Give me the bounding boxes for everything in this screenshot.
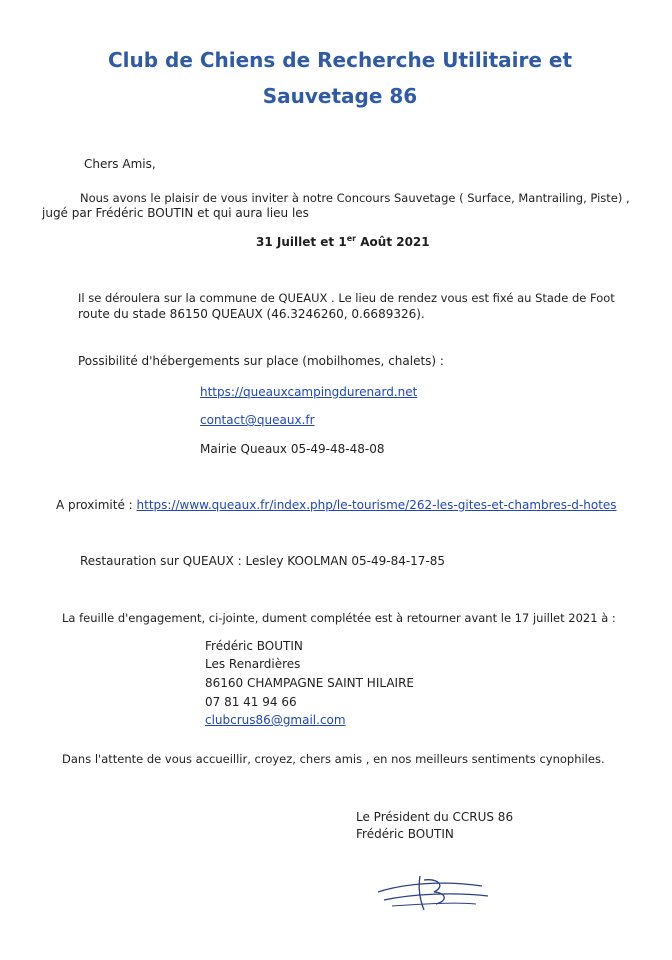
intro-line-1: Nous avons le plaisir de vous inviter à notre Concours Sauvetage ( Surface, Mantrailing, Piste) , [80,191,630,205]
address-line-street: Les Renardières [205,657,301,671]
page-title-line-2: Sauvetage 86 [262,84,418,108]
nearby-link[interactable]: https://www.queaux.fr/index.php/le-tourisme/262-les-gites-et-chambres-d-hotes [136,498,617,512]
lodging-phone: Mairie Queaux 05-49-48-48-08 [200,442,385,456]
location-line-2: route du stade 86150 QUEAUX (46.3246260, 0.6689326). [78,307,425,321]
address-line-city: 86160 CHAMPAGNE SAINT HILAIRE [205,676,414,690]
greeting: Chers Amis, [84,157,156,171]
lodging-website-link[interactable]: https://queauxcampingdurenard.net [200,385,418,399]
page-title-line-1: Club de Chiens de Recherche Utilitaire et [107,48,573,72]
handwritten-signature [372,870,494,914]
restaurant-info: Restauration sur QUEAUX : Lesley KOOLMAN 05-49-84-17-85 [80,554,446,568]
closing-line: Dans l'attente de vous accueillir, croyez, chers amis , en nos meilleurs sentiments cynophiles. [62,752,605,766]
form-return-line: La feuille d'engagement, ci-jointe, dument complétée est à retourner avant le 17 juillet 2021 à : [62,611,616,625]
signoff-title: Le Président du CCRUS 86 [356,810,514,824]
lodging-email-link[interactable]: contact@queaux.fr [200,413,315,427]
address-line-name: Frédéric BOUTIN [205,639,303,653]
address-email-link[interactable]: clubcrus86@gmail.com [205,713,346,727]
location-line-1: Il se déroulera sur la commune de QUEAUX . Le lieu de rendez vous est fixé au Stade de Foot [78,291,615,305]
lodging-intro: Possibilité d'hébergements sur place (mobilhomes, chalets) : [78,354,444,368]
signoff-name: Frédéric BOUTIN [356,827,454,841]
address-line-phone: 07 81 41 94 66 [205,695,297,709]
event-date: 31 Juillet et 1er Août 2021 [256,234,430,249]
intro-line-2: jugé par Frédéric BOUTIN et qui aura lieu les [42,206,309,220]
nearby-line [56,498,617,513]
nearby-label: A proximité : [56,498,137,512]
